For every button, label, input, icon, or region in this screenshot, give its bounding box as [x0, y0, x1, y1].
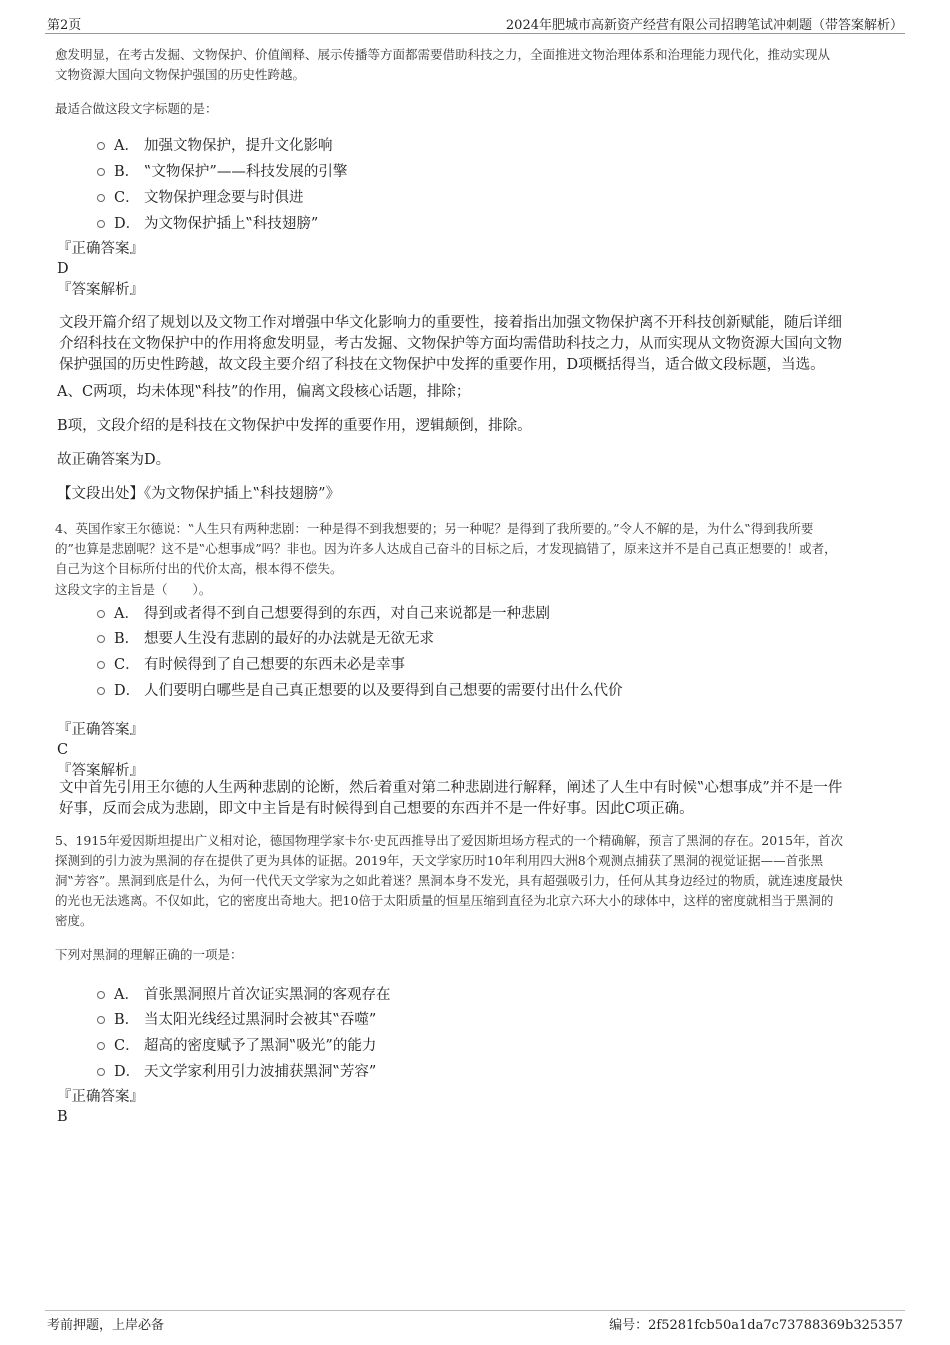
q5-option-b[interactable]: B． 当太阳光线经过黑洞时会被其‟吞噬” [97, 1008, 376, 1029]
radio-icon[interactable] [97, 661, 105, 669]
q4-answer: C [57, 742, 69, 758]
radio-icon[interactable] [97, 1042, 105, 1050]
q3-stem: 最适合做这段文字标题的是： [55, 101, 218, 116]
q5-answer: B [57, 1109, 68, 1125]
q5-answer-label: 『正确答案』 [57, 1089, 144, 1105]
radio-icon[interactable] [97, 220, 105, 228]
page-number: 第2页 [47, 18, 82, 33]
q3-answer-label: 『正确答案』 [57, 241, 144, 257]
passage-line: 自己为这个目标所付出的代价太高，根本得不偿失。 [55, 561, 343, 576]
q5-option-d[interactable]: D． 天文学家利用引力波捕获黑洞‟芳容” [97, 1060, 376, 1081]
footer-divider [45, 1310, 905, 1311]
passage-line: 探测到的引力波为黑洞的存在提供了更为具体的证据。2019年，天文学家历时10年利用四大洲8个观测点捕获了黑洞的视觉证据——首张黑 [55, 853, 824, 868]
document-id: 编号：2f5281fcb50a1da7c73788369b325357 [609, 1318, 903, 1333]
radio-icon[interactable] [97, 142, 105, 150]
analysis-line: 文中首先引用王尔德的人生两种悲剧的论断，然后着重对第二种悲剧进行解释，阐述了人生中有时候‟心想事成”并不是一件 [59, 780, 843, 796]
q5-option-a[interactable]: A． 首张黑洞照片首次证实黑洞的客观存在 [97, 983, 391, 1004]
q5-option-c[interactable]: C． 超高的密度赋予了黑洞‟吸光”的能力 [97, 1034, 376, 1055]
radio-icon[interactable] [97, 1016, 105, 1024]
q3-option-c[interactable]: C． 文物保护理念要与时俱进 [97, 186, 304, 207]
radio-icon[interactable] [97, 168, 105, 176]
analysis-line: 保护强国的历史性跨越，故文段主要介绍了科技在文物保护中发挥的重要作用，D项概括得当，适合做文段标题，当选。 [59, 357, 825, 373]
analysis-line: 文段开篇介绍了规划以及文物工作对增强中华文化影响力的重要性，接着指出加强文物保护离不开科技创新赋能，随后详细 [59, 315, 842, 331]
q3-passage [55, 45, 830, 85]
q3-conclusion: 故正确答案为D。 [57, 452, 171, 468]
q4-analysis [59, 778, 842, 820]
q3-answer: D [57, 261, 69, 277]
radio-icon[interactable] [97, 1068, 105, 1076]
passage-line: 5、1915年爱因斯坦提出广义相对论，德国物理学家卡尔·史瓦西推导出了爱因斯坦场方程式的一个精确解，预言了黑洞的存在。2015年，首次 [55, 833, 844, 848]
q3-option-a[interactable]: A． 加强文物保护，提升文化影响 [97, 134, 333, 155]
q3-analysis-ac: A、C两项，均未体现‟科技”的作用，偏离文段核心话题，排除； [57, 384, 471, 400]
q4-analysis-label: 『答案解析』 [57, 763, 144, 779]
q3-analysis-b: B项，文段介绍的是科技在文物保护中发挥的重要作用，逻辑颠倒，排除。 [57, 418, 532, 434]
radio-icon[interactable] [97, 687, 105, 695]
q3-source: 【文段出处】《为文物保护插上‟科技翅膀”》 [57, 486, 341, 502]
passage-line: 的”也算是悲剧呢？这不是‟心想事成”吗？非也。因为许多人达成自己奋斗的目标之后，才发现搞错了，原来这并不是自己真正想要的！或者， [55, 541, 837, 556]
q5-passage [55, 831, 843, 931]
passage-line: 洞‟芳容”。黑洞到底是什么，为何一代代天文学家为之如此着迷？黑洞本身不发光，具有超强吸引力，任何从其身边经过的物质，就连速度最快 [55, 873, 843, 888]
q3-analysis [59, 313, 842, 376]
q3-option-b[interactable]: B． ‟文物保护”——科技发展的引擎 [97, 160, 347, 181]
q4-option-c[interactable]: C． 有时候得到了自己想要的东西未必是幸事 [97, 653, 405, 674]
q5-stem: 下列对黑洞的理解正确的一项是： [55, 947, 243, 962]
q3-option-d[interactable]: D． 为文物保护插上‟科技翅膀” [97, 212, 318, 233]
header-divider [45, 33, 905, 34]
passage-line: 4、英国作家王尔德说：‟人生只有两种悲剧：一种是得不到我想要的；另一种呢？是得到了我所要的。”令人不解的是，为什么‟得到我所要 [55, 521, 814, 536]
radio-icon[interactable] [97, 610, 105, 618]
passage-line: 密度。 [55, 913, 93, 928]
passage-line: 文物资源大国向文物保护强国的历史性跨越。 [55, 67, 306, 82]
q4-passage [55, 519, 837, 579]
q4-option-b[interactable]: B． 想要人生没有悲剧的最好的办法就是无欲无求 [97, 627, 434, 648]
q4-option-a[interactable]: A． 得到或者得不到自己想要得到的东西，对自己来说都是一种悲剧 [97, 602, 550, 623]
radio-icon[interactable] [97, 991, 105, 999]
document-title: 2024年肥城市高新资产经营有限公司招聘笔试冲刺题（带答案解析） [505, 18, 903, 33]
q4-stem: 这段文字的主旨是（ ）。 [55, 582, 212, 597]
passage-line: 的光也无法逃离。不仅如此，它的密度出奇地大。把10倍于太阳质量的恒星压缩到直径为北京六环大小的球体中，这样的密度就相当于黑洞的 [55, 893, 834, 908]
analysis-line: 好事，反而会成为悲剧，即文中主旨是有时候得到自己想要的东西并不是一件好事。因此C项正确。 [59, 801, 694, 817]
q4-option-d[interactable]: D． 人们要明白哪些是自己真正想要的以及要得到自己想要的需要付出什么代价 [97, 679, 623, 700]
radio-icon[interactable] [97, 635, 105, 643]
q4-answer-label: 『正确答案』 [57, 722, 144, 738]
footer-slogan: 考前押题，上岸必备 [47, 1318, 165, 1333]
analysis-line: 介绍科技在文物保护中的作用将愈发明显，考古发掘、文物保护等方面均需借助科技之力，从而实现从文物资源大国向文物 [59, 336, 842, 352]
q3-analysis-label: 『答案解析』 [57, 282, 144, 298]
radio-icon[interactable] [97, 194, 105, 202]
passage-line: 愈发明显，在考古发掘、文物保护、价值阐释、展示传播等方面都需要借助科技之力，全面推进文物治理体系和治理能力现代化，推动实现从 [55, 47, 831, 62]
